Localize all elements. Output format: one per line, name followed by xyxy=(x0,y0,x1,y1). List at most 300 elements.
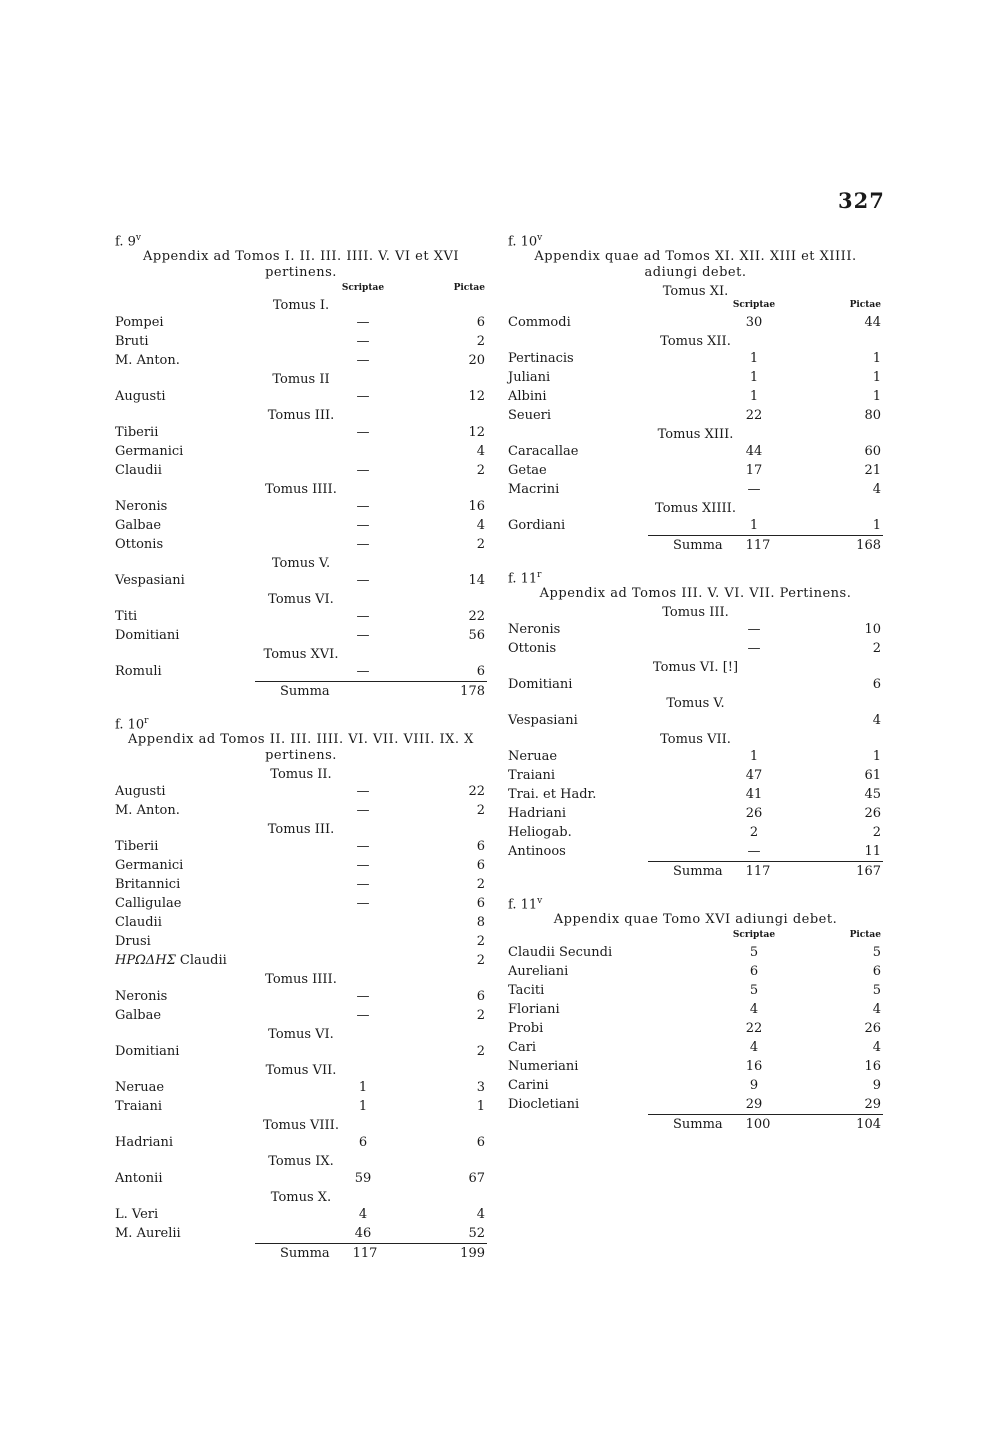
folio-text: f. 9 xyxy=(115,234,136,250)
value-scriptae: 44 xyxy=(745,444,763,459)
value-scriptae: 1 xyxy=(749,518,759,533)
name-text: Neruae xyxy=(115,1080,165,1095)
value-scriptae: — xyxy=(356,803,370,818)
column-header xyxy=(508,299,883,313)
row-name xyxy=(115,351,180,370)
value-scriptae: 26 xyxy=(745,806,763,821)
table-row xyxy=(115,1169,487,1188)
value-scriptae: — xyxy=(747,482,761,497)
value-pictae: 6 xyxy=(476,664,485,679)
table-row xyxy=(508,1076,883,1095)
folio-text: f. 10 xyxy=(115,717,145,733)
name-text: Pompei xyxy=(115,315,164,330)
value-scriptae: — xyxy=(356,628,370,643)
name-text: Macrini xyxy=(508,482,560,497)
table-row xyxy=(508,747,883,766)
folio-text: f. 11 xyxy=(508,897,538,913)
row-name xyxy=(508,766,555,785)
value-pictae: 4 xyxy=(872,713,881,728)
table-row xyxy=(115,856,487,875)
summa-pictae: 167 xyxy=(856,864,881,879)
row-name xyxy=(508,1000,560,1019)
row-name xyxy=(508,1076,549,1095)
name-text: M. Aurelii xyxy=(115,1226,181,1241)
tomus-heading: Tomus X. xyxy=(270,1190,332,1205)
table-row xyxy=(115,801,487,820)
value-pictae: 80 xyxy=(864,408,881,423)
name-text: Ottonis xyxy=(115,537,164,552)
appendix-section xyxy=(508,893,883,1134)
summa-label: Summa xyxy=(673,1117,723,1132)
folio-label xyxy=(115,230,487,250)
name-text: Aureliani xyxy=(508,964,569,979)
value-scriptae: — xyxy=(356,609,370,624)
table-row xyxy=(115,837,487,856)
row-name xyxy=(115,387,166,406)
value-pictae: 29 xyxy=(864,1097,881,1112)
row-name xyxy=(508,406,551,425)
table-row xyxy=(115,987,487,1006)
table-row xyxy=(508,943,883,962)
row-name xyxy=(508,1095,579,1114)
table-row xyxy=(508,711,883,730)
name-text: Drusi xyxy=(115,934,151,949)
value-scriptae: 4 xyxy=(749,1040,759,1055)
name-text: Traiani xyxy=(115,1099,163,1114)
row-name xyxy=(115,442,183,461)
name-text: Romuli xyxy=(115,664,162,679)
value-scriptae: 59 xyxy=(354,1171,372,1186)
table-row xyxy=(508,823,883,842)
summa-scriptae: 117 xyxy=(352,1246,378,1261)
tomus-heading: Tomus XI. xyxy=(662,284,729,299)
section-title: Appendix ad Tomos III. V. VI. VII. Pertinens. xyxy=(539,586,852,601)
table-row xyxy=(115,607,487,626)
table-row xyxy=(115,1224,487,1243)
name-text: Augusti xyxy=(115,784,166,799)
value-pictae: 16 xyxy=(864,1059,881,1074)
name-text: M. Anton. xyxy=(115,353,180,368)
table-row xyxy=(115,1042,487,1061)
value-pictae: 2 xyxy=(476,334,485,349)
value-pictae: 10 xyxy=(864,622,881,637)
summa-label: Summa xyxy=(280,684,330,699)
row-name xyxy=(115,516,161,535)
section-title: Appendix quae ad Tomos XI. XII. XIII et XIIII. adiungi debet. xyxy=(534,249,857,280)
value-scriptae: 9 xyxy=(749,1078,759,1093)
tomus-heading: Tomus V. xyxy=(271,556,331,571)
tomus-heading: Tomus I. xyxy=(272,298,330,313)
value-scriptae: — xyxy=(356,315,370,330)
header-pictae: Pictae xyxy=(849,930,881,940)
row-name xyxy=(508,516,565,535)
row-name xyxy=(115,535,163,554)
row-name xyxy=(115,626,179,645)
value-scriptae: — xyxy=(356,537,370,552)
table-row xyxy=(508,675,883,694)
value-pictae: 2 xyxy=(476,1044,485,1059)
value-scriptae: — xyxy=(356,499,370,514)
value-pictae: 1 xyxy=(872,351,881,366)
appendix-section xyxy=(115,230,487,701)
value-pictae: 2 xyxy=(476,953,485,968)
value-scriptae: — xyxy=(747,622,761,637)
folio-label xyxy=(508,230,883,250)
row-name xyxy=(115,607,137,626)
folio-text: f. 10 xyxy=(508,234,538,250)
row-name xyxy=(115,1169,163,1188)
name-text: Antinoos xyxy=(508,844,566,859)
table-row xyxy=(115,332,487,351)
summa-pictae: 168 xyxy=(856,538,881,553)
value-scriptae: — xyxy=(747,844,761,859)
folio-side: r xyxy=(537,570,542,580)
value-pictae: 22 xyxy=(468,609,485,624)
appendix-section xyxy=(115,713,487,1263)
table-row xyxy=(508,1038,883,1057)
row-name xyxy=(115,875,180,894)
table-row xyxy=(508,1057,883,1076)
row-name xyxy=(115,313,164,332)
table-row xyxy=(508,480,883,499)
summa-row xyxy=(115,1243,487,1263)
name-text: Juliani xyxy=(508,370,551,385)
table-row xyxy=(115,951,487,970)
value-pictae: 2 xyxy=(476,877,485,892)
table-row xyxy=(115,351,487,370)
folio-side: r xyxy=(144,716,149,726)
value-scriptae: — xyxy=(356,463,370,478)
value-pictae: 2 xyxy=(872,641,881,656)
row-name xyxy=(508,1057,578,1076)
row-name xyxy=(508,804,566,823)
row-name xyxy=(115,801,180,820)
summa-label: Summa xyxy=(673,538,723,553)
value-pictae: 1 xyxy=(872,518,881,533)
value-scriptae: 6 xyxy=(358,1135,368,1150)
value-pictae: 2 xyxy=(872,825,881,840)
value-pictae: 5 xyxy=(872,945,881,960)
name-text: M. Anton. xyxy=(115,803,180,818)
value-pictae: 16 xyxy=(468,499,485,514)
table-row xyxy=(508,1019,883,1038)
table-row xyxy=(508,785,883,804)
header-pictae: Pictae xyxy=(453,283,485,293)
folio-side: v xyxy=(537,233,543,243)
value-pictae: 6 xyxy=(476,839,485,854)
value-pictae: 14 xyxy=(468,573,485,588)
name-text: Heliogab. xyxy=(508,825,572,840)
table-row xyxy=(115,442,487,461)
table-row xyxy=(508,516,883,535)
tomus-heading: Tomus VI. [!] xyxy=(652,660,739,675)
table-row xyxy=(115,571,487,590)
folio-side: v xyxy=(135,233,141,243)
tomus-heading: Tomus IIII. xyxy=(265,972,337,987)
name-text: Augusti xyxy=(115,389,166,404)
value-pictae: 5 xyxy=(872,983,881,998)
name-text: Hadriani xyxy=(115,1135,174,1150)
row-name xyxy=(508,387,547,406)
tomus-heading: Tomus II. xyxy=(270,767,332,782)
table-row xyxy=(508,349,883,368)
value-pictae: 6 xyxy=(476,989,485,1004)
name-text: Domitiani xyxy=(508,677,573,692)
name-text: Germanici xyxy=(115,444,184,459)
row-name xyxy=(508,313,571,332)
tomus-heading: Tomus III. xyxy=(267,822,335,837)
value-pictae: 12 xyxy=(468,389,485,404)
row-name xyxy=(508,442,578,461)
value-pictae: 9 xyxy=(872,1078,881,1093)
row-name xyxy=(115,913,162,932)
row-name xyxy=(115,1133,173,1152)
value-scriptae: 2 xyxy=(749,825,759,840)
row-name xyxy=(115,497,167,516)
value-scriptae: 1 xyxy=(749,389,759,404)
table-row xyxy=(508,639,883,658)
row-name xyxy=(508,480,559,499)
row-name xyxy=(115,782,166,801)
name-text: Ottonis xyxy=(508,641,557,656)
table-row xyxy=(508,387,883,406)
tomus-heading: Tomus IIII. xyxy=(265,482,337,497)
value-scriptae: 5 xyxy=(749,945,759,960)
table-row xyxy=(508,981,883,1000)
section-title: Appendix ad Tomos I. II. III. IIII. V. VI et XVI pertinens. xyxy=(143,249,459,280)
name-text: Domitiani xyxy=(115,1044,180,1059)
name-text: Hadriani xyxy=(508,806,567,821)
value-scriptae: — xyxy=(356,518,370,533)
value-pictae: 6 xyxy=(872,677,881,692)
row-name xyxy=(115,1224,181,1243)
row-name xyxy=(115,1205,158,1224)
value-pictae: 20 xyxy=(468,353,485,368)
table-row xyxy=(115,626,487,645)
header-pictae: Pictae xyxy=(849,300,881,310)
tomus-heading: Tomus VIII. xyxy=(263,1118,339,1133)
column-header xyxy=(115,282,487,296)
folio-label xyxy=(508,567,883,587)
value-scriptae: — xyxy=(356,877,370,892)
value-scriptae: 47 xyxy=(745,768,763,783)
row-name xyxy=(115,1042,179,1061)
value-scriptae: — xyxy=(356,858,370,873)
table-row xyxy=(115,387,487,406)
value-pictae: 44 xyxy=(864,315,881,330)
value-scriptae: 1 xyxy=(749,370,759,385)
name-text: L. Veri xyxy=(115,1207,159,1222)
tomus-heading: Tomus III. xyxy=(662,605,729,620)
table-row xyxy=(508,442,883,461)
name-text: Traiani xyxy=(508,768,556,783)
value-scriptae: 1 xyxy=(749,351,759,366)
name-text: Pertinacis xyxy=(508,351,574,366)
row-name xyxy=(508,675,572,694)
summa-row xyxy=(508,861,883,881)
name-text: Neruae xyxy=(508,749,558,764)
value-pictae: 4 xyxy=(872,1002,881,1017)
value-pictae: 1 xyxy=(872,749,881,764)
row-name xyxy=(115,332,149,351)
table-row xyxy=(115,782,487,801)
value-scriptae: — xyxy=(356,1008,370,1023)
name-text: Cari xyxy=(508,1040,537,1055)
summa-pictae: 199 xyxy=(460,1246,485,1261)
value-scriptae: 4 xyxy=(358,1207,368,1222)
tomus-heading: Tomus XIII. xyxy=(657,427,734,442)
table-row xyxy=(115,313,487,332)
name-text: Caracallae xyxy=(508,444,579,459)
value-pictae: 1 xyxy=(476,1099,485,1114)
row-name xyxy=(115,1097,162,1116)
appendix-section xyxy=(508,567,883,881)
folio-label xyxy=(508,893,883,913)
tomus-heading: Tomus VII. xyxy=(265,1063,337,1078)
name-text: Commodi xyxy=(508,315,571,330)
value-scriptae: 41 xyxy=(745,787,763,802)
row-name xyxy=(508,842,566,861)
summa-label: Summa xyxy=(280,1246,330,1261)
name-text: Vespasiani xyxy=(115,573,185,588)
tomus-heading: Tomus XII. xyxy=(660,334,731,349)
table-row xyxy=(115,913,487,932)
table-row xyxy=(115,1097,487,1116)
name-text: Britannici xyxy=(115,877,181,892)
summa-scriptae: 117 xyxy=(745,538,771,553)
column-header xyxy=(508,929,883,943)
value-scriptae: 1 xyxy=(358,1080,368,1095)
value-scriptae: 22 xyxy=(745,408,763,423)
name-text: Probi xyxy=(508,1021,544,1036)
row-name xyxy=(115,571,185,590)
table-row xyxy=(115,535,487,554)
name-text: Titi xyxy=(115,609,138,624)
row-name xyxy=(115,662,162,681)
value-pictae: 2 xyxy=(476,934,485,949)
row-name xyxy=(508,349,574,368)
table-row xyxy=(115,1205,487,1224)
header-scriptae: Scriptae xyxy=(732,300,776,310)
name-text: Galbae xyxy=(115,518,162,533)
row-name xyxy=(508,943,612,962)
summa-row xyxy=(508,535,883,555)
row-name xyxy=(115,951,227,970)
value-scriptae: 1 xyxy=(358,1099,368,1114)
name-text: Neronis xyxy=(115,989,168,1004)
name-text: Claudii Secundi xyxy=(508,945,613,960)
name-text: Galbae xyxy=(115,1008,162,1023)
table-row xyxy=(115,497,487,516)
name-text: Numeriani xyxy=(508,1059,579,1074)
table-row xyxy=(508,620,883,639)
name-text: Diocletiani xyxy=(508,1097,580,1112)
name-text: Germanici xyxy=(115,858,184,873)
summa-row xyxy=(115,681,487,701)
name-text: Albini xyxy=(508,389,547,404)
table-row xyxy=(508,313,883,332)
value-pictae: 6 xyxy=(476,858,485,873)
name-text: Seueri xyxy=(508,408,552,423)
value-pictae: 1 xyxy=(872,389,881,404)
row-name xyxy=(508,785,596,804)
value-scriptae: — xyxy=(747,641,761,656)
value-pictae: 6 xyxy=(476,1135,485,1150)
tomus-heading: Tomus VII. xyxy=(660,732,731,747)
value-pictae: 52 xyxy=(468,1226,485,1241)
row-name xyxy=(508,823,572,842)
value-pictae: 6 xyxy=(476,315,485,330)
value-scriptae: — xyxy=(356,389,370,404)
table-row xyxy=(115,662,487,681)
row-name xyxy=(508,620,560,639)
value-pictae: 4 xyxy=(476,518,485,533)
left-column xyxy=(115,230,487,1275)
row-name xyxy=(508,711,578,730)
table-row xyxy=(115,1133,487,1152)
value-scriptae: 29 xyxy=(745,1097,763,1112)
value-pictae: 4 xyxy=(872,482,881,497)
value-pictae: 2 xyxy=(476,803,485,818)
table-row xyxy=(508,842,883,861)
name-text: Neronis xyxy=(508,622,561,637)
table-row xyxy=(115,461,487,480)
row-name xyxy=(508,639,556,658)
name-text: Carini xyxy=(508,1078,549,1093)
summa-row xyxy=(508,1114,883,1134)
appendix-section xyxy=(508,230,883,555)
value-pictae: 4 xyxy=(476,444,485,459)
row-name xyxy=(115,987,167,1006)
value-pictae: 21 xyxy=(864,463,881,478)
summa-label: Summa xyxy=(673,864,723,879)
value-scriptae: 30 xyxy=(745,315,763,330)
value-scriptae: 6 xyxy=(749,964,759,979)
tomus-heading: Tomus XVI. xyxy=(263,647,339,662)
table-row xyxy=(508,368,883,387)
name-text: Bruti xyxy=(115,334,149,349)
header-scriptae: Scriptae xyxy=(341,283,385,293)
table-row xyxy=(115,875,487,894)
value-pictae: 2 xyxy=(476,537,485,552)
name-text: Claudii xyxy=(115,463,162,478)
name-text: Gordiani xyxy=(508,518,566,533)
tomus-heading: Tomus II xyxy=(272,372,330,387)
name-text: Vespasiani xyxy=(508,713,578,728)
row-name xyxy=(115,1078,164,1097)
section-title: Appendix ad Tomos II. III. IIII. VI. VII. VIII. IX. X pertinens. xyxy=(128,732,474,763)
value-pictae: 11 xyxy=(864,844,881,859)
value-scriptae: — xyxy=(356,784,370,799)
name-text: Tiberii xyxy=(115,425,159,440)
tomus-heading: Tomus III. xyxy=(267,408,335,423)
tomus-heading: Tomus V. xyxy=(666,696,725,711)
name-text: Tiberii xyxy=(115,839,159,854)
value-pictae: 67 xyxy=(468,1171,485,1186)
value-scriptae: 16 xyxy=(745,1059,763,1074)
row-name xyxy=(508,981,544,1000)
folio-label xyxy=(115,713,487,733)
value-pictae: 4 xyxy=(476,1207,485,1222)
table-row xyxy=(508,804,883,823)
value-pictae: 6 xyxy=(872,964,881,979)
value-pictae: 8 xyxy=(476,915,485,930)
row-name xyxy=(508,962,568,981)
value-scriptae: — xyxy=(356,896,370,911)
value-pictae: 3 xyxy=(476,1080,485,1095)
table-row xyxy=(508,461,883,480)
value-scriptae: 17 xyxy=(745,463,763,478)
